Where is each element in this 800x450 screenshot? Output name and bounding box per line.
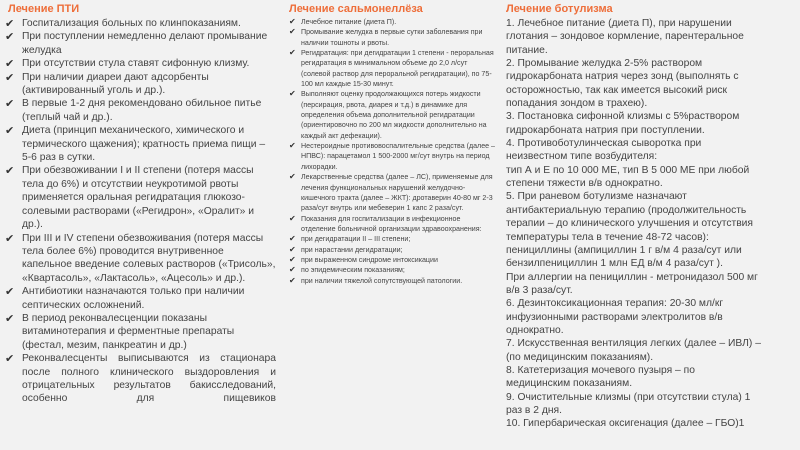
text-line: инфузионными растворами электролитов в/в	[506, 311, 723, 323]
check-icon: ✔	[5, 164, 15, 178]
list-item-text: При отсутствии стула ставят сифонную клизму.	[22, 58, 250, 70]
check-icon: ✔	[289, 244, 296, 254]
column-title: Лечение ботулизма	[506, 3, 613, 15]
text-line: 8. Катетеризация мочевого пузыря – по	[506, 364, 695, 376]
list-item	[0, 312, 276, 352]
text-line: 3. Постановка сифонной клизмы с 5%раствором	[506, 111, 740, 123]
list-item-text: при выраженном синдроме интоксикации	[301, 255, 438, 264]
list-item	[0, 17, 276, 30]
list-item	[0, 124, 276, 164]
text-line: 6. Дезинтоксикационная терапия: 20-30 мл/кг	[506, 298, 724, 310]
text-line: При аллергии на пенициллин - метронидазол 500 мг	[506, 271, 758, 283]
text-line: неизвестном типе возбудителя:	[506, 151, 658, 163]
text-line: 9. Очистительные клизмы (при отсутствии стула) 1	[506, 391, 751, 403]
column-salmonellosis	[283, 0, 495, 450]
check-icon: ✔	[289, 27, 296, 37]
list-item	[285, 89, 495, 141]
text-line: попадания зондом в трахею).	[506, 98, 648, 110]
list-item-text: Нестероидные противовоспалительные средства (далее – НПВС): парацетамол 1 500-2000 мг/сут внутрь на период лихорадки.	[301, 142, 495, 171]
list-item	[0, 352, 276, 406]
check-icon: ✔	[289, 89, 296, 99]
list-item	[0, 232, 276, 286]
list-item	[285, 255, 495, 265]
list-item	[285, 172, 495, 213]
check-icon: ✔	[289, 254, 296, 264]
botulism-treatment-text	[506, 17, 798, 431]
list-item-text: В период реконвалесценции показаны витаминотерапия и ферментные препараты (фестал, мезим, панкреатин и др.)	[22, 312, 235, 351]
list-item-text: Антибиотики назначаются только при наличии септических осложнений.	[22, 286, 245, 311]
text-line: питание.	[506, 44, 548, 56]
list-item-text: при наличии тяжелой сопутствующей патологии.	[301, 276, 463, 285]
list-item	[0, 97, 276, 124]
list-item-text: В первые 1-2 дня рекомендовано обильное питье (теплый чай и др.).	[22, 98, 262, 123]
list-item	[285, 245, 495, 255]
check-icon: ✔	[5, 285, 15, 299]
check-icon: ✔	[289, 17, 296, 26]
list-item	[285, 141, 495, 172]
text-line: степени тяжести в/в однократно.	[506, 178, 663, 190]
text-line: (по медицинским показаниям).	[506, 351, 654, 363]
text-line: однократно.	[506, 324, 564, 336]
text-line: 1. Лечебное питание (диета П), при нарушении	[506, 18, 732, 29]
list-item-text: по эпидемическим показаниям;	[301, 266, 405, 275]
check-icon: ✔	[5, 17, 15, 30]
list-item	[0, 71, 276, 98]
text-line: гидрокарбоната натрия при поступлении.	[506, 124, 705, 136]
check-icon: ✔	[5, 30, 15, 44]
text-line: антибактериальную терапию (продолжительность	[506, 204, 747, 216]
text-line: 2. Промывание желудка 2-5% раствором	[506, 58, 703, 70]
text-line: медицинским показаниям.	[506, 378, 633, 390]
list-item-text: При III и IV степени обезвоживания (потеря массы тела более 6%) проводится внутривенное капельное введение солевых растворов («Трисоль», «Квартасоль», «Лактасоль», «Ацесоль» и др.).	[22, 232, 276, 284]
list-item-text: При поступлении немедленно делают промывание желудка	[22, 31, 268, 56]
text-line: глотания – зондовое кормление, парентеральное	[506, 31, 744, 43]
text-line: раз в 2 дня.	[506, 404, 562, 416]
list-item	[285, 48, 495, 89]
check-icon: ✔	[289, 213, 296, 223]
list-item	[285, 27, 495, 48]
list-item-text: Госпитализация больных по клинпоказаниям.	[22, 18, 241, 29]
list-item-text: Диета (принцип механического, химического и термического щажения); кратность приема пищи – 5-6 раз в сутки.	[22, 125, 266, 164]
list-item-text: Показания для госпитализации в инфекционное отделение больничной организации здравоохранения:	[301, 214, 482, 233]
list-item-text: При наличии диареи дают адсорбенты (активированный уголь и др.).	[22, 71, 209, 97]
check-icon: ✔	[5, 97, 15, 111]
list-item-text: Лечебное питание (диета П).	[301, 18, 397, 26]
list-item	[0, 164, 276, 231]
text-line: терапии – до клинического улучшения и отсутствия	[506, 218, 754, 230]
list-item-text: Регидратация: при дегидратации 1 степени - пероральная регидратация в минимальном объеме до 2,0 л/сут (солевой раствор для пероральной регидратации), по 75-100 мл каждые 15-30 минут.	[301, 49, 494, 89]
check-icon: ✔	[5, 352, 15, 366]
column-title: Лечение ПТИ	[8, 3, 80, 15]
text-line: 4. Противоботулинческая сыворотка при	[506, 138, 702, 150]
text-line: 10. Гипербарическая оксигенация (далее – ГБО)1	[506, 418, 745, 430]
list-item	[285, 265, 495, 275]
column-title: Лечение сальмонеллёза	[289, 3, 423, 15]
check-icon: ✔	[5, 231, 15, 245]
list-item	[285, 214, 495, 235]
text-line: в/в 3 раза/сут.	[506, 284, 573, 296]
check-icon: ✔	[289, 265, 296, 275]
list-item-text: Реконвалесценты выписываются из стационара после полного клинического выздоровления и отрицательных результатов бакисследований, особенно для пищевиков	[22, 353, 276, 405]
list-item	[285, 234, 495, 244]
list-item-text: при нарастании дегидратации;	[301, 245, 403, 254]
check-icon: ✔	[289, 141, 296, 151]
text-line: пенициллины (ампициллин 1 г в/м 4 раза/сут или	[506, 244, 742, 256]
text-line: температуры тела в течение 48-72 часов):	[506, 231, 709, 243]
check-icon: ✔	[5, 124, 15, 138]
text-line: гидрокарбоната натрия через зонд (выполнять с	[506, 71, 739, 83]
text-line: осторожностью, так как имеется высокий риск	[506, 84, 728, 96]
list-item-text: Промывание желудка в первые сутки заболевания при наличии тошноты и рвоты.	[301, 28, 483, 47]
check-icon: ✔	[289, 234, 296, 244]
list-item-text: при дегидратации II – III степени;	[301, 235, 411, 244]
list-item	[285, 17, 495, 27]
check-icon: ✔	[289, 48, 296, 58]
text-line: 5. При раневом ботулизме назначают	[506, 191, 687, 203]
check-icon: ✔	[289, 275, 296, 285]
column-botulism	[505, 0, 800, 450]
salmonellosis-treatment-list	[285, 17, 495, 286]
text-line: 7. Искусственная вентиляция легких (далее – ИВЛ) –	[506, 338, 761, 350]
check-icon: ✔	[289, 172, 296, 182]
pti-treatment-list	[0, 17, 276, 406]
list-item-text: Лекарственные средства (далее – ЛС), применяемые для лечения функциональных нарушений желудочно-кишечного тракта (далее – ЖКТ): дротаверин 40-80 мг 2-3 раза/сут внутрь или мебеверин 1 капс 2 раза/сут.	[301, 173, 493, 213]
text-line: тип А и Е по 10 000 МЕ, тип В 5 000 МЕ при любой	[506, 164, 750, 176]
list-item-text: При обезвоживании I и II степени (потеря массы тела до 6%) и отсутствии неукротимой рвоты применяется оральная регидратация глюкозо-солевыми растворами («Регидрон», «Оралит» и др.).	[22, 165, 255, 231]
text-line: бензилпенициллин 1 млн ЕД в/м 4 раза/сут ).	[506, 258, 723, 270]
list-item	[0, 285, 276, 312]
check-icon: ✔	[5, 70, 15, 84]
check-icon: ✔	[5, 57, 15, 71]
list-item	[0, 57, 276, 70]
list-item	[0, 30, 276, 57]
list-item	[285, 276, 495, 286]
list-item-text: Выполняют оценку продолжающихся потерь жидкости (персирация, рвота, диарея и т.д.) в динамике для определения объема дополнительной регидратации (ориентировочно по 200 мл жидкости дополнительно на каждый акт дефекации).	[301, 90, 487, 140]
check-icon: ✔	[5, 311, 15, 325]
column-pti	[0, 0, 278, 450]
